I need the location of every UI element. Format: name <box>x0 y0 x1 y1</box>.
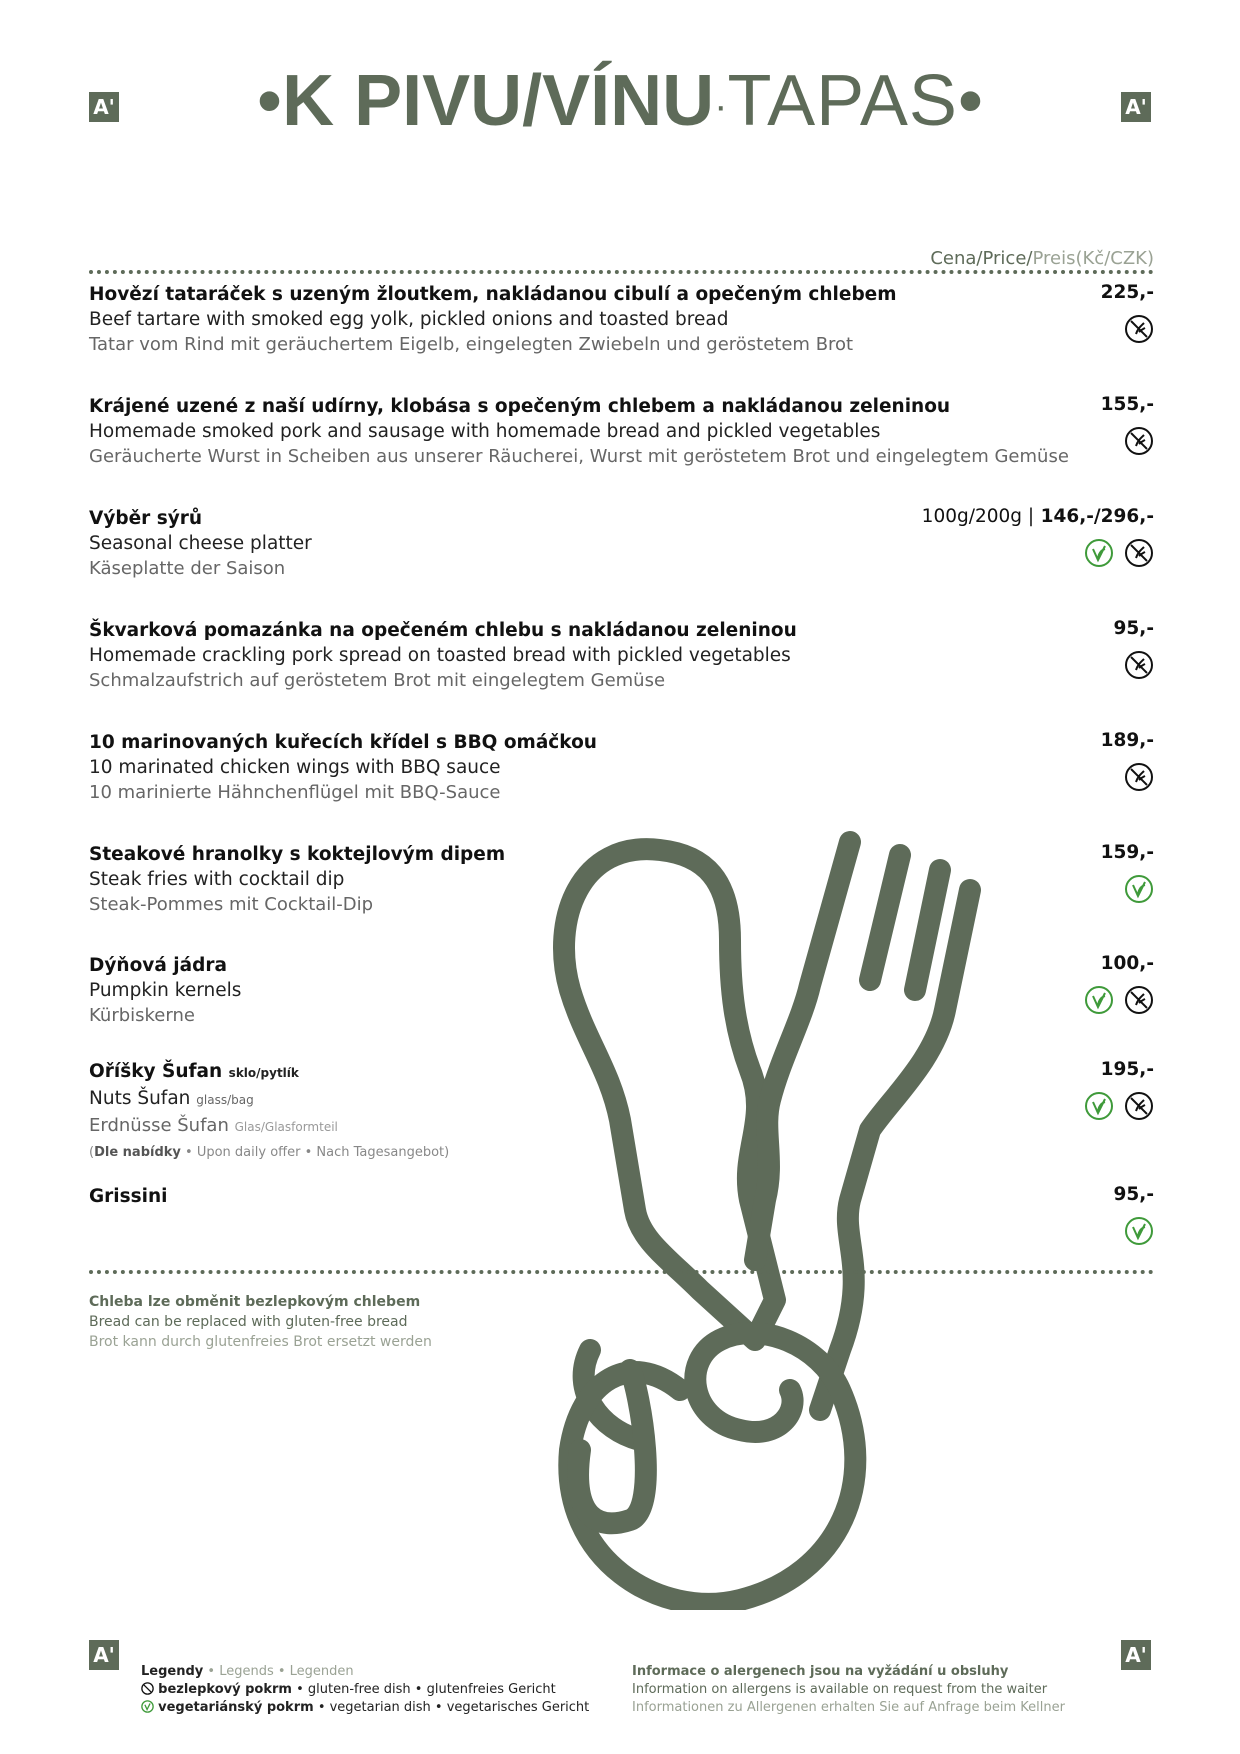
cutlery-peace-hand-illustration <box>540 830 1000 1610</box>
item-name-cz: Dýňová jádra <box>89 955 227 976</box>
item-name-cz: Výběr sýrů <box>89 508 203 529</box>
title-dot-right: • <box>957 61 984 141</box>
vegetarian-icon <box>1124 874 1154 904</box>
item-name-de: Kürbiskerne <box>89 1005 195 1026</box>
legend-title-rest: • Legends • Legenden <box>207 1664 354 1679</box>
item-icons <box>1124 874 1154 904</box>
item-pack-en: glass/bag <box>196 1093 254 1107</box>
gluten-free-icon <box>1124 314 1154 344</box>
item-pack-de: Glas/Glasformteil <box>234 1120 338 1134</box>
item-icons <box>1124 1216 1154 1246</box>
legend-gf-rest: • gluten-free dish • glutenfreies Gericht <box>296 1682 556 1697</box>
vegetarian-icon <box>1124 1216 1154 1246</box>
item-icons <box>1124 314 1154 344</box>
item-name-de: Tatar vom Rind mit geräuchertem Eigelb, eingelegten Zwiebeln und geröstetem Brot <box>89 334 854 355</box>
price-header-price: Price <box>982 248 1027 269</box>
allergen-info-cz: Informace o alergenech jsou na vyžádání u obsluhy <box>632 1664 1009 1679</box>
item-weight: 100g/200g | <box>921 506 1035 527</box>
item-price: 189,- <box>1100 730 1154 751</box>
price-header-cena: Cena <box>930 248 977 269</box>
item-name-en: Homemade crackling pork spread on toasted bread with pickled vegetables <box>89 645 791 666</box>
legend-gluten-free <box>141 1681 589 1699</box>
item-name-en: Pumpkin kernels <box>89 980 242 1001</box>
vegetarian-icon <box>1084 985 1114 1015</box>
title-light: TAPAS <box>727 61 958 141</box>
item-name-cz: Grissini <box>89 1186 168 1207</box>
item-price: 95,- <box>1113 1184 1154 1205</box>
item-name-en: Steak fries with cocktail dip <box>89 869 345 890</box>
item-name-cz <box>89 1059 1154 1086</box>
item-name-cz: Steakové hranolky s koktejlovým dipem <box>89 844 506 865</box>
legend <box>141 1663 589 1717</box>
divider-bottom <box>89 1270 1154 1274</box>
gluten-free-icon <box>1124 985 1154 1015</box>
gluten-free-icon <box>1124 762 1154 792</box>
menu-item-cheese-platter <box>89 506 1154 581</box>
item-name-de: Schmalzaufstrich auf geröstetem Brot mit eingelegtem Gemüse <box>89 670 666 691</box>
item-name-en: Seasonal cheese platter <box>89 533 312 554</box>
logo-mark-bottom-right: A' <box>1121 1640 1151 1670</box>
item-name-cz: Škvarková pomazánka na opečeném chlebu s nakládanou zeleninou <box>89 620 797 641</box>
menu-item-smoked-pork <box>89 394 1154 469</box>
title-dot-left: • <box>256 61 283 141</box>
item-icons <box>1084 538 1154 568</box>
gluten-free-icon <box>141 1682 154 1695</box>
bread-note <box>89 1292 432 1352</box>
item-price: 195,- <box>1100 1059 1154 1080</box>
legend-gf-cz: bezlepkový pokrm <box>158 1682 292 1697</box>
logo-mark-top-right: A' <box>1121 92 1151 122</box>
item-price: 225,- <box>1100 282 1154 303</box>
legend-veg-rest: • vegetarian dish • vegetarisches Gericht <box>317 1700 590 1715</box>
title-bold: K PIVU/VÍNU <box>282 61 715 141</box>
legend-veg-cz: vegetariánský pokrm <box>158 1700 314 1715</box>
item-name-en: Homemade smoked pork and sausage with homemade bread and pickled vegetables <box>89 421 881 442</box>
bread-note-en: Bread can be replaced with gluten-free bread <box>89 1314 408 1330</box>
item-name-de <box>89 1113 1154 1140</box>
menu-item-nuts-sufan <box>89 1059 1154 1165</box>
item-name-cz: 10 marinovaných kuřecích křídel s BBQ omáčkou <box>89 732 597 753</box>
item-price-value: 146,-/296,- <box>1040 506 1154 527</box>
gluten-free-icon <box>1124 1091 1154 1121</box>
legend-title <box>141 1663 589 1681</box>
price-column-header: Cena/Price/Preis(Kč/CZK) <box>930 248 1154 269</box>
logo-mark-bottom-left: A' <box>89 1640 119 1670</box>
item-name-cz: Hovězí tataráček s uzeným žloutkem, nakládanou cibulí a opečeným chlebem <box>89 284 897 305</box>
vegetarian-icon <box>1084 538 1114 568</box>
menu-item-chicken-wings <box>89 730 1154 805</box>
item-icons <box>1124 762 1154 792</box>
legend-vegetarian <box>141 1699 589 1717</box>
gluten-free-icon <box>1124 538 1154 568</box>
item-name-cz-text: Oříšky Šufan <box>89 1061 223 1082</box>
menu-item-grissini <box>89 1184 1154 1209</box>
item-name-de: Käseplatte der Saison <box>89 558 286 579</box>
item-price: 159,- <box>1100 842 1154 863</box>
divider-top <box>89 270 1154 274</box>
price-header-preis: Preis(Kč/CZK) <box>1032 248 1154 269</box>
item-name-en <box>89 1086 1154 1113</box>
logo-mark-top-left: A' <box>89 92 119 122</box>
item-icons <box>1084 985 1154 1015</box>
title-dot-mid: · <box>714 83 728 128</box>
item-name-de: 10 marinierte Hähnchenflügel mit BBQ-Sauce <box>89 782 501 803</box>
item-name-de-text: Erdnüsse Šufan <box>89 1115 229 1136</box>
item-name-en: Beef tartare with smoked egg yolk, pickled onions and toasted bread <box>89 309 729 330</box>
item-note: (Dle nabídky • Upon daily offer • Nach Tagesangebot) <box>89 1145 450 1160</box>
bread-note-cz: Chleba lze obměnit bezlepkovým chlebem <box>89 1294 421 1310</box>
item-price <box>922 506 1154 527</box>
item-name-en-text: Nuts Šufan <box>89 1088 191 1109</box>
item-name-en: 10 marinated chicken wings with BBQ sauce <box>89 757 501 778</box>
item-price: 100,- <box>1100 953 1154 974</box>
menu-item-pumpkin-kernels <box>89 953 1154 1028</box>
item-name-de: Steak-Pommes mit Cocktail-Dip <box>89 894 374 915</box>
allergen-info-de: Informationen zu Allergenen erhalten Sie auf Anfrage beim Kellner <box>632 1700 1065 1715</box>
item-icons <box>1124 426 1154 456</box>
page-title <box>0 56 1240 151</box>
vegetarian-icon <box>1084 1091 1114 1121</box>
vegetarian-icon <box>141 1700 154 1713</box>
item-note-rest: • Upon daily offer • Nach Tagesangebot) <box>185 1145 450 1160</box>
item-name-cz: Krájené uzené z naší udírny, klobása s opečeným chlebem a nakládanou zeleninou <box>89 396 951 417</box>
menu-item-crackling-spread <box>89 618 1154 693</box>
gluten-free-icon <box>1124 650 1154 680</box>
item-pack-cz: sklo/pytlík <box>228 1066 299 1080</box>
item-note-bold: Dle nabídky <box>94 1145 181 1160</box>
menu-item-beef-tartare <box>89 282 1154 357</box>
item-price: 95,- <box>1113 618 1154 639</box>
allergen-info <box>632 1663 1065 1717</box>
legend-title-cz: Legendy <box>141 1664 204 1679</box>
item-icons <box>1124 650 1154 680</box>
item-price: 155,- <box>1100 394 1154 415</box>
gluten-free-icon <box>1124 426 1154 456</box>
menu-item-steak-fries <box>89 842 1154 917</box>
item-name-de: Geräucherte Wurst in Scheiben aus unserer Räucherei, Wurst mit geröstetem Brot und eingelegtem Gemüse <box>89 446 1069 467</box>
bread-note-de: Brot kann durch glutenfreies Brot ersetzt werden <box>89 1334 432 1350</box>
item-icons <box>1084 1091 1154 1121</box>
allergen-info-en: Information on allergens is available on request from the waiter <box>632 1682 1048 1697</box>
